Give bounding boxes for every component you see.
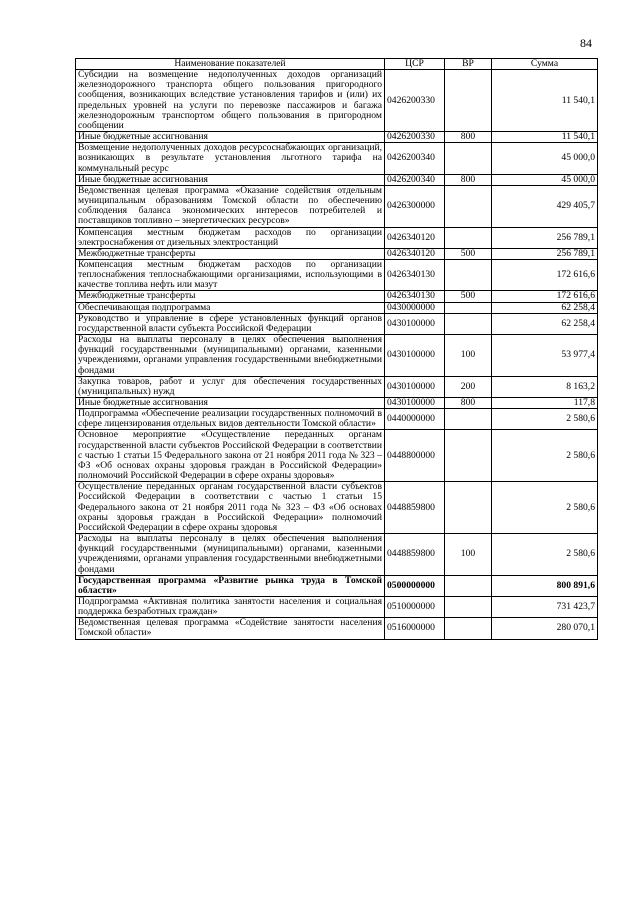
row-csr-cell: 0426200340 [385, 143, 445, 174]
row-name-cell: Межбюджетные трансферты [76, 248, 385, 259]
row-sum-cell: 2 580,6 [492, 430, 598, 482]
row-vr-cell [445, 409, 492, 430]
row-name-cell: Подпрограмма «Обеспечение реализации государственных полномочий в сфере лицензирования отдельных видов деятельности Томской области» [76, 409, 385, 430]
table-row [76, 618, 598, 639]
row-vr-cell: 800 [445, 398, 492, 409]
row-csr-cell: 0426200330 [385, 132, 445, 143]
table-row [76, 143, 598, 174]
header-sum: Сумма [492, 59, 598, 70]
table-row [76, 132, 598, 143]
row-vr-cell [445, 302, 492, 313]
row-csr-cell: 0448859800 [385, 482, 445, 534]
table-row [76, 482, 598, 534]
row-vr-cell [445, 143, 492, 174]
row-vr-cell [445, 259, 492, 290]
row-name-cell: Подпрограмма «Активная политика занятости населения и социальная поддержка безработных граждан» [76, 596, 385, 617]
row-csr-cell: 0426340120 [385, 248, 445, 259]
table-row [76, 596, 598, 617]
row-sum-cell: 256 789,1 [492, 227, 598, 248]
row-csr-cell: 0500000000 [385, 575, 445, 596]
row-name-cell: Компенсация местным бюджетам расходов по организации теплоснабжения теплоснабжающими организациями, использующими в качестве топлива нефть или мазут [76, 259, 385, 290]
row-csr-cell: 0426340120 [385, 227, 445, 248]
row-sum-cell: 731 423,7 [492, 596, 598, 617]
row-name-cell: Осуществление переданных органам государственной власти субъектов Российской Федерации в соответствии с частью 1 статьи 15 Федерального закона от 21 ноября 2011 года № 323 – ФЗ «Об основах охраны здоровья граждан в Российской Федерации» полномочий Российской Федерации в сфере охраны здоровья [76, 482, 385, 534]
row-name-cell: Иные бюджетные ассигнования [76, 398, 385, 409]
row-csr-cell: 0430100000 [385, 335, 445, 377]
row-vr-cell [445, 430, 492, 482]
row-csr-cell: 0440000000 [385, 409, 445, 430]
row-vr-cell [445, 313, 492, 334]
row-csr-cell: 0426200340 [385, 174, 445, 185]
table-row [76, 376, 598, 397]
row-csr-cell: 0426200330 [385, 70, 445, 132]
table-row [76, 185, 598, 227]
row-csr-cell: 0426300000 [385, 185, 445, 227]
row-csr-cell: 0510000000 [385, 596, 445, 617]
table-header-row [76, 59, 598, 70]
table-row [76, 174, 598, 185]
row-vr-cell: 500 [445, 291, 492, 302]
row-vr-cell: 200 [445, 376, 492, 397]
row-csr-cell: 0426340130 [385, 259, 445, 290]
row-sum-cell: 256 789,1 [492, 248, 598, 259]
row-vr-cell [445, 596, 492, 617]
table-row [76, 398, 598, 409]
row-sum-cell: 53 977,4 [492, 335, 598, 377]
row-vr-cell: 800 [445, 132, 492, 143]
row-csr-cell: 0448800000 [385, 430, 445, 482]
row-vr-cell: 100 [445, 335, 492, 377]
row-sum-cell: 172 616,6 [492, 291, 598, 302]
row-vr-cell: 800 [445, 174, 492, 185]
table-row [76, 313, 598, 334]
row-name-cell: Обеспечивающая подпрограмма [76, 302, 385, 313]
budget-table [75, 58, 598, 640]
header-name: Наименование показателей [76, 59, 385, 70]
row-name-cell: Возмещение недополученных доходов ресурсоснабжающих организаций, возникающих в результате установления льготного тарифа на коммунальный ресурс [76, 143, 385, 174]
table-row [76, 291, 598, 302]
table-row [76, 302, 598, 313]
row-sum-cell: 11 540,1 [492, 70, 598, 132]
row-sum-cell: 2 580,6 [492, 534, 598, 576]
table-row [76, 259, 598, 290]
table-row [76, 227, 598, 248]
row-vr-cell: 100 [445, 534, 492, 576]
row-name-cell: Руководство и управление в сфере установленных функций органов государственной власти субъекта Российской Федерации [76, 313, 385, 334]
table-row [76, 575, 598, 596]
row-name-cell: Субсидии на возмещение недополученных доходов организаций железнодорожного транспорта общего пользования пригородного сообщения, возникающих вследствие установления тарифов и (или) их предельных уровней на услуги по перевозке пассажиров и багажа железнодорожным транспортом общего пользования в пригородном сообщении [76, 70, 385, 132]
row-csr-cell: 0430100000 [385, 313, 445, 334]
table-row [76, 248, 598, 259]
table-row [76, 430, 598, 482]
row-csr-cell: 0448859800 [385, 534, 445, 576]
table-row [76, 409, 598, 430]
row-name-cell: Иные бюджетные ассигнования [76, 132, 385, 143]
row-name-cell: Иные бюджетные ассигнования [76, 174, 385, 185]
row-sum-cell: 62 258,4 [492, 313, 598, 334]
row-sum-cell: 429 405,7 [492, 185, 598, 227]
row-vr-cell [445, 227, 492, 248]
row-sum-cell: 62 258,4 [492, 302, 598, 313]
row-csr-cell: 0430100000 [385, 398, 445, 409]
row-sum-cell: 117,8 [492, 398, 598, 409]
row-csr-cell: 0426340130 [385, 291, 445, 302]
row-name-cell: Ведомственная целевая программа «Оказание содействия отдельным муниципальным образованиям Томской области по обеспечению соблюдения баланса экономических интересов потребителей и поставщиков топливно – энергетических ресурсов» [76, 185, 385, 227]
table-body [76, 70, 598, 639]
row-name-cell: Ведомственная целевая программа «Содействие занятости населения Томской области» [76, 618, 385, 639]
table-row [76, 70, 598, 132]
row-sum-cell: 800 891,6 [492, 575, 598, 596]
row-name-cell: Государственная программа «Развитие рынка труда в Томской области» [76, 575, 385, 596]
row-sum-cell: 280 070,1 [492, 618, 598, 639]
row-name-cell: Расходы на выплаты персоналу в целях обеспечения выполнения функций государственными (муниципальными) органами, казенными учреждениями, органами управления государственными внебюджетными фондами [76, 534, 385, 576]
row-csr-cell: 0430100000 [385, 376, 445, 397]
table-row [76, 534, 598, 576]
row-sum-cell: 8 163,2 [492, 376, 598, 397]
page-number: 84 [580, 36, 592, 50]
row-vr-cell [445, 618, 492, 639]
row-name-cell: Межбюджетные трансферты [76, 291, 385, 302]
table-row [76, 335, 598, 377]
row-vr-cell [445, 575, 492, 596]
row-name-cell: Компенсация местным бюджетам расходов по организации электроснабжения от дизельных электростанций [76, 227, 385, 248]
header-csr: ЦСР [385, 59, 445, 70]
row-vr-cell [445, 482, 492, 534]
row-sum-cell: 2 580,6 [492, 482, 598, 534]
row-sum-cell: 11 540,1 [492, 132, 598, 143]
row-csr-cell: 0516000000 [385, 618, 445, 639]
row-name-cell: Основное мероприятие «Осуществление переданных органам государственной власти субъектов Российской Федерации в соответствии с частью 1 статьи 15 Федерального закона от 21 ноября 2011 года № 323 – ФЗ «Об основах охраны здоровья граждан в Российской Федерации» полномочий Российской Федерации в сфере охраны здоровья» [76, 430, 385, 482]
row-sum-cell: 45 000,0 [492, 174, 598, 185]
row-vr-cell: 500 [445, 248, 492, 259]
row-vr-cell [445, 70, 492, 132]
row-csr-cell: 0430000000 [385, 302, 445, 313]
row-name-cell: Расходы на выплаты персоналу в целях обеспечения выполнения функций государственными (муниципальными) органами, казенными учреждениями, органами управления государственными внебюджетными фондами [76, 335, 385, 377]
row-sum-cell: 45 000,0 [492, 143, 598, 174]
row-vr-cell [445, 185, 492, 227]
row-sum-cell: 2 580,6 [492, 409, 598, 430]
row-name-cell: Закупка товаров, работ и услуг для обеспечения государственных (муниципальных) нужд [76, 376, 385, 397]
row-sum-cell: 172 616,6 [492, 259, 598, 290]
header-vr: ВР [445, 59, 492, 70]
